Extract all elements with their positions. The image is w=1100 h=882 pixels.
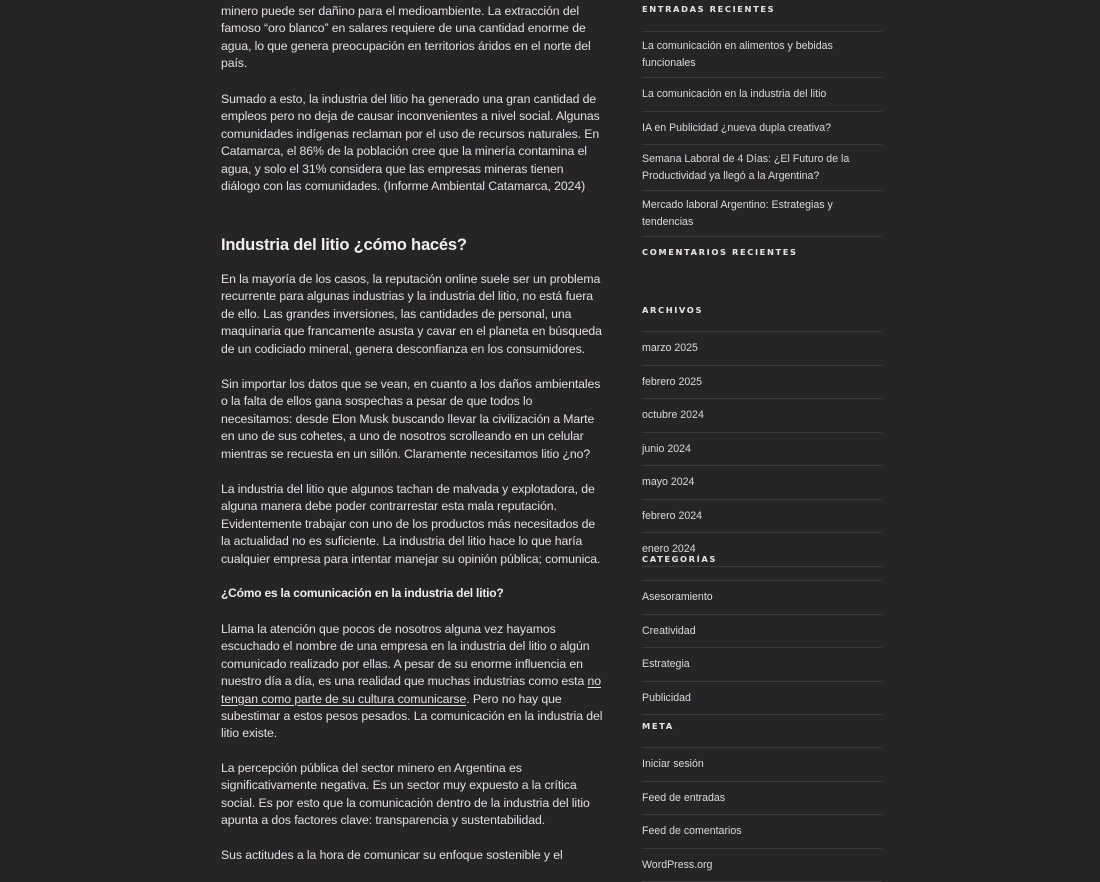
recent-post-item[interactable]: [642, 190, 882, 237]
recent-post-link[interactable]: Semana Laboral de 4 Días: ¿El Futuro de la Productividad ya llegó a la Argentina?: [642, 153, 849, 182]
category-link[interactable]: Publicidad: [642, 692, 691, 704]
section-subheading: ¿Cómo es la comunicación en la industria del litio?: [221, 586, 504, 600]
login-link[interactable]: Iniciar sesión: [642, 758, 704, 770]
archive-link[interactable]: febrero 2025: [642, 376, 702, 388]
recent-posts-list: [642, 31, 882, 237]
archive-item[interactable]: [642, 331, 882, 365]
category-item[interactable]: [642, 580, 882, 614]
article-paragraph: La industria del litio que algunos tachan de malvada y explotadora, de alguna manera debe poder contrarrestar esta mala reputación. Evidentemente trabajar con uno de los productos más necesitados de la actualidad no es suficiente. La industria del litio hace lo que haría cualquier empresa para intentar manejar su opinión pública; comunica.: [221, 481, 603, 568]
recent-post-link[interactable]: La comunicación en alimentos y bebidas funcionales: [642, 40, 833, 69]
archive-link[interactable]: octubre 2024: [642, 409, 704, 421]
comments-feed-link[interactable]: Feed de comentarios: [642, 825, 742, 837]
category-link[interactable]: Creatividad: [642, 625, 696, 637]
recent-post-item[interactable]: [642, 111, 882, 145]
archive-item[interactable]: [642, 432, 882, 466]
article-paragraph: Sin importar los datos que se vean, en cuanto a los daños ambientales o la falta de ellos gana sospechas a pesar de que todos lo necesitamos: desde Elon Musk buscando llevar la civilización a Marte en uno de sus cohetes, a uno de nosotros scrolleando en un celular mientras se recuesta en un sillón. Claramente necesitamos litio ¿no?: [221, 376, 603, 463]
wordpress-org-link[interactable]: WordPress.org: [642, 859, 712, 871]
recent-post-item[interactable]: [642, 31, 882, 77]
inline-link[interactable]: no tengan como parte de su cultura comunicarse: [221, 674, 601, 705]
archive-item[interactable]: [642, 365, 882, 399]
category-item[interactable]: [642, 614, 882, 648]
recent-post-item[interactable]: [642, 144, 882, 190]
article-paragraph: minero puede ser dañino para el medioambiente. La extracción del famoso “oro blanco” en salares requiere de una cantidad enorme de agua, lo que genera preocupación en territorios áridos en el norte del país.: [221, 3, 603, 73]
paragraph-text: Llama la atención que pocos de nosotros alguna vez hayamos escuchado el nombre de una empresa en la industria del litio o algún comunicado realizado por ellas. A pesar de su enorme influencia en nuestro día a día, es una realidad que muchas industrias como esta: [221, 622, 590, 688]
category-link[interactable]: Estrategia: [642, 658, 690, 670]
article-paragraph: [221, 621, 603, 743]
article-paragraph: Sus actitudes a la hora de comunicar su enfoque sostenible y el: [221, 847, 563, 864]
recent-post-link[interactable]: La comunicación en la industria del litio: [642, 88, 826, 100]
archive-item[interactable]: [642, 499, 882, 533]
archive-link[interactable]: enero 2024: [642, 543, 696, 555]
archive-link[interactable]: marzo 2025: [642, 342, 698, 354]
archive-link[interactable]: mayo 2024: [642, 476, 694, 488]
recent-posts-title: ENTRADAS RECIENTES: [642, 4, 775, 14]
archive-link[interactable]: febrero 2024: [642, 510, 702, 522]
article-paragraph: En la mayoría de los casos, la reputación online suele ser un problema recurrente para algunas industrias y la industria del litio, no está fuera de ello. Las grandes inversiones, las cantidades de personal, una maquinaria que francamente asusta y cavar en el planeta en búsqueda de un codiciado mineral, genera desconfianza en los consumidores.: [221, 271, 603, 358]
archives-list: [642, 331, 882, 567]
meta-list: [642, 747, 882, 882]
meta-item[interactable]: [642, 781, 882, 815]
archive-link[interactable]: junio 2024: [642, 443, 691, 455]
archive-item[interactable]: [642, 398, 882, 432]
categories-title: CATEGORÍAS: [642, 554, 717, 564]
category-link[interactable]: Asesoramiento: [642, 591, 713, 603]
recent-post-item[interactable]: [642, 77, 882, 111]
category-item[interactable]: [642, 647, 882, 681]
recent-post-link[interactable]: IA en Publicidad ¿nueva dupla creativa?: [642, 122, 831, 134]
meta-item[interactable]: [642, 747, 882, 781]
section-heading: Industria del litio ¿cómo hacés?: [221, 236, 467, 255]
recent-comments-title: COMENTARIOS RECIENTES: [642, 247, 798, 257]
article-paragraph: La percepción pública del sector minero en Argentina es significativamente negativa. Es un sector muy expuesto a la crítica social. Es por esto que la comunicación dentro de la industria del litio apunta a dos factores clave: transparencia y sustentabilidad.: [221, 760, 603, 830]
meta-item[interactable]: [642, 848, 882, 882]
entries-feed-link[interactable]: Feed de entradas: [642, 792, 725, 804]
category-item[interactable]: [642, 681, 882, 716]
archives-title: ARCHIVOS: [642, 305, 703, 315]
article-paragraph: Sumado a esto, la industria del litio ha generado una gran cantidad de empleos pero no deja de causar inconvenientes a nivel social. Algunas comunidades indígenas reclaman por el uso de recursos naturales. En Catamarca, el 86% de la población cree que la minería contamina el agua, y solo el 31% considera que las empresas mineras tienen diálogo con las comunidades. (Informe Ambiental Catamarca, 2024): [221, 91, 603, 195]
categories-list: [642, 580, 882, 715]
meta-title: META: [642, 721, 674, 731]
paragraph-text: . Pero no hay que subestimar a estos pesos pesados. La comunicación en la industria del litio existe.: [221, 692, 602, 741]
archive-item[interactable]: [642, 465, 882, 499]
meta-item[interactable]: [642, 814, 882, 848]
recent-post-link[interactable]: Mercado laboral Argentino: Estrategias y tendencias: [642, 199, 833, 228]
